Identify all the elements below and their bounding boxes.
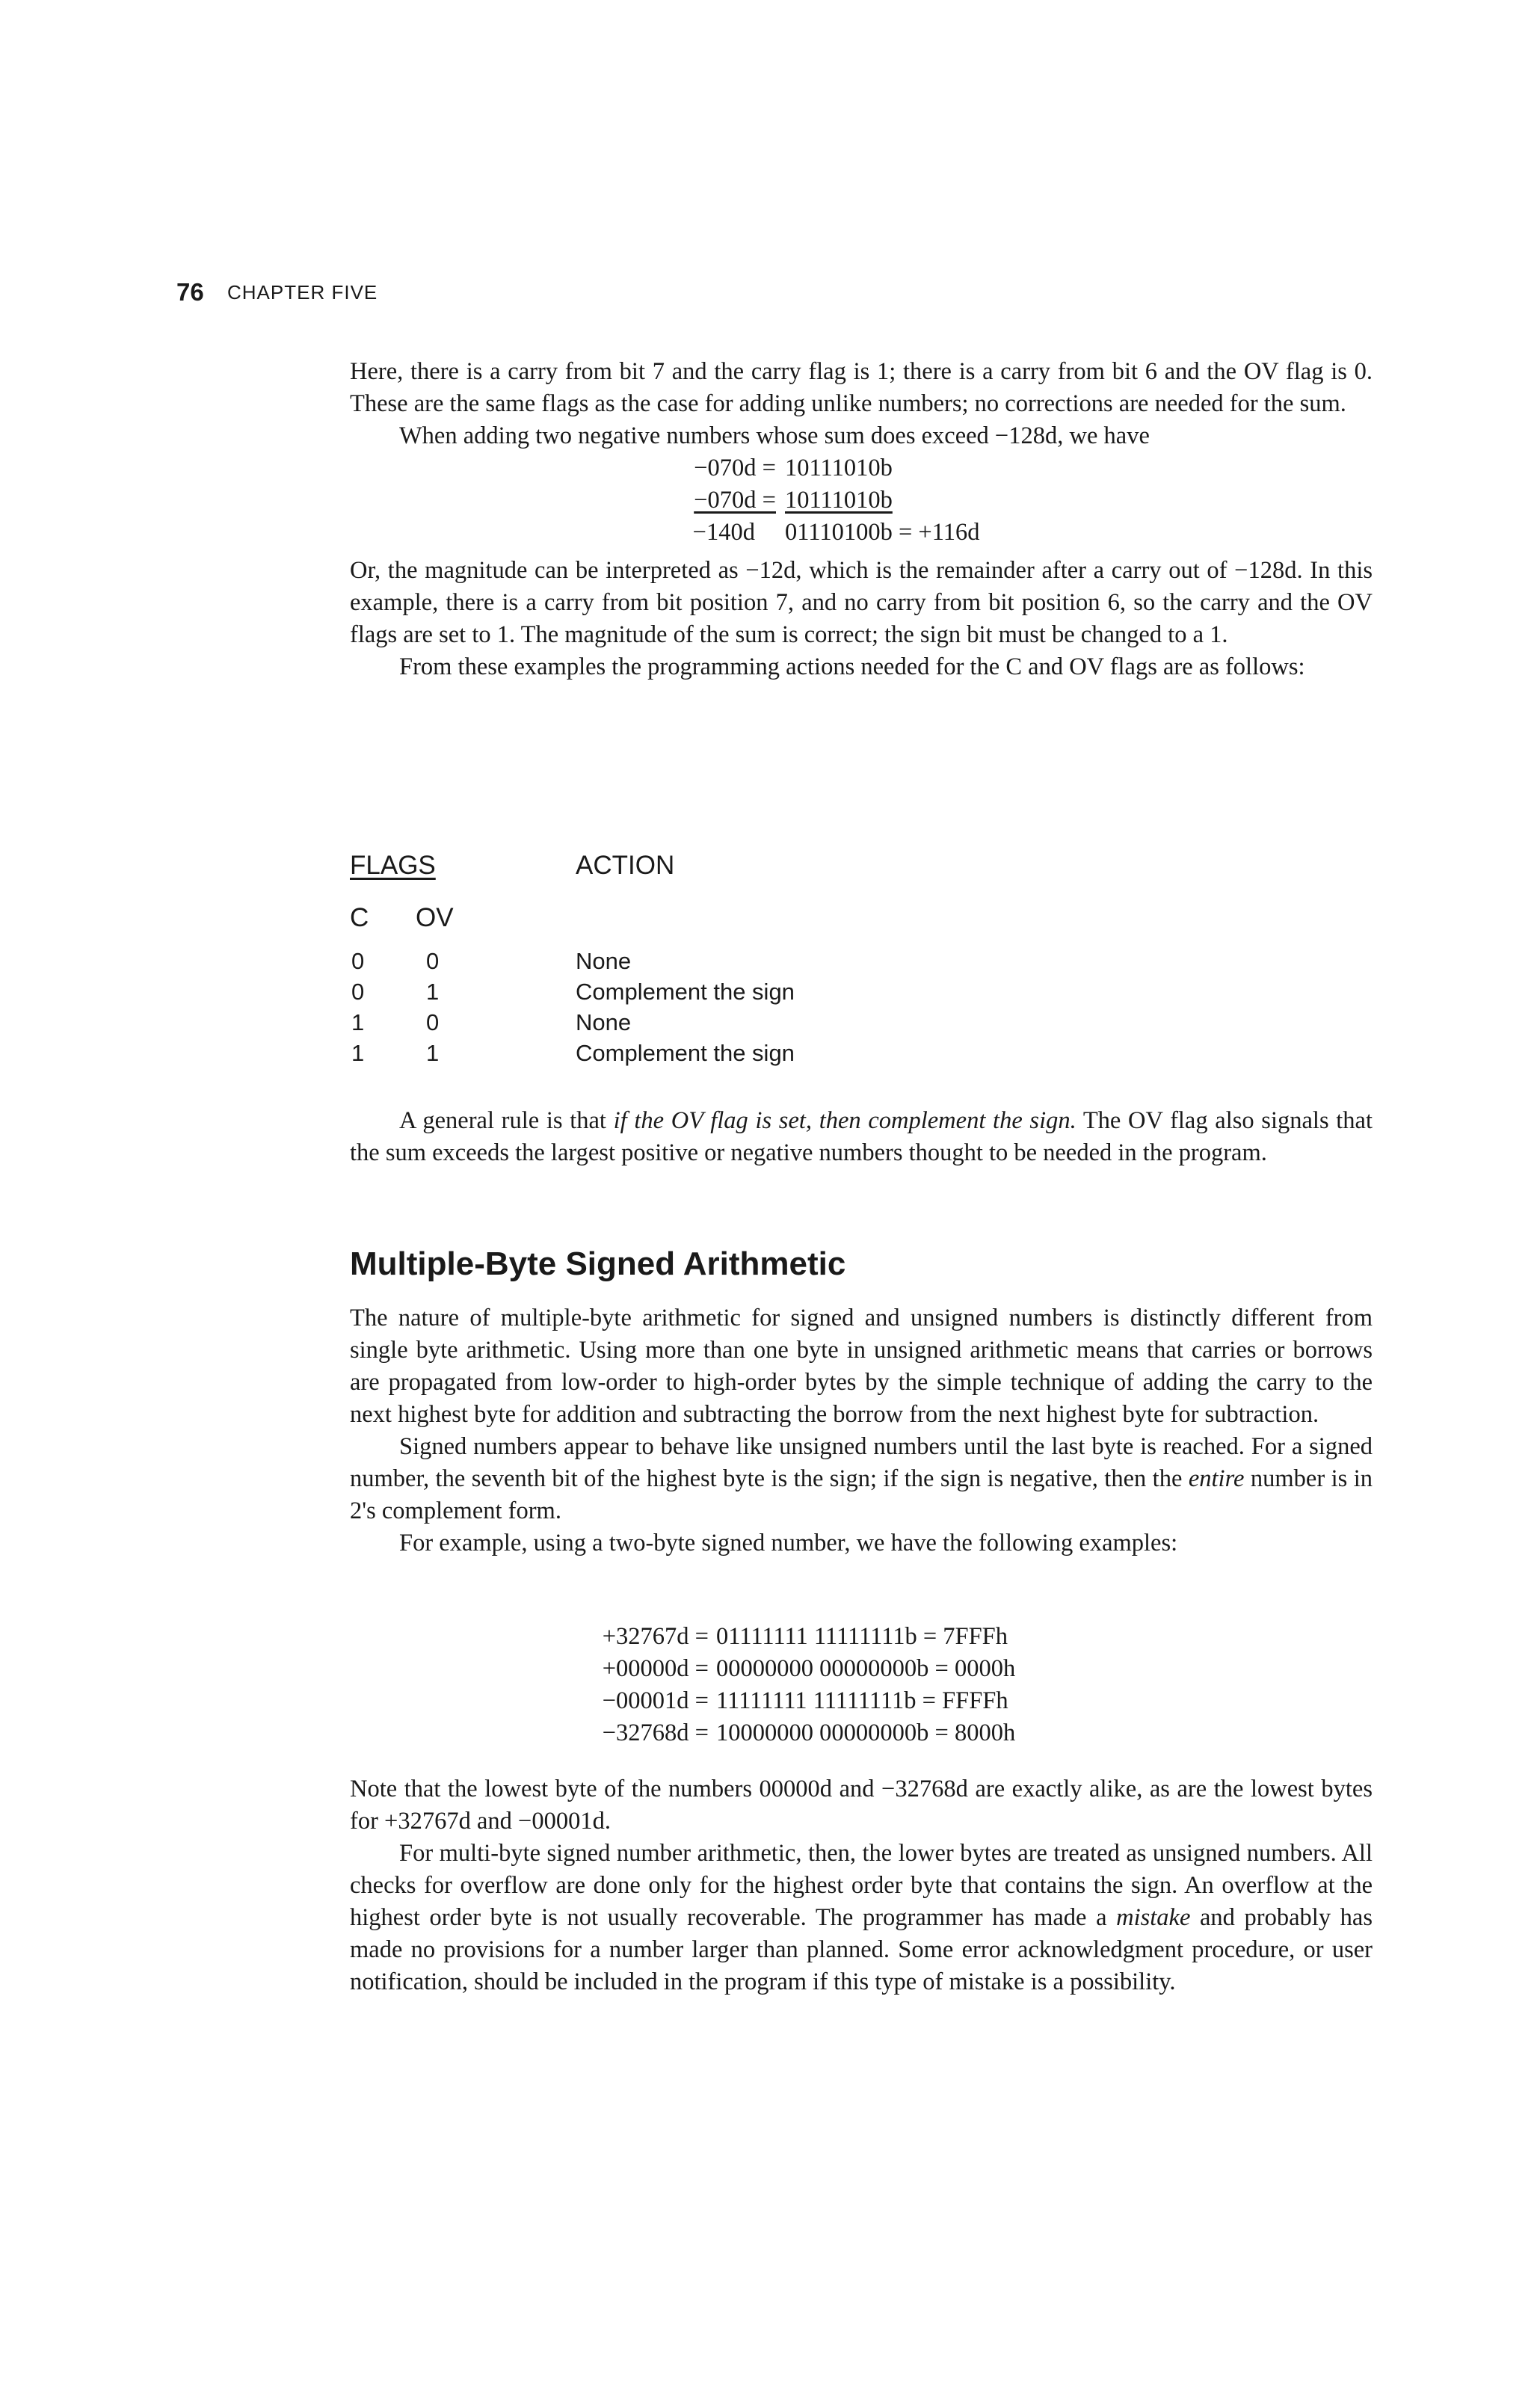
text-block-mid <box>350 555 1373 683</box>
text-run: For multi-byte signed number arithmetic, then, the lower bytes are treated as unsigned numbers. All checks for overflow are done only for the highest order byte that contains the sign. An overflow at the highest order byte is not usually recoverable. The programmer has made a <box>350 1840 1373 1931</box>
flag-c-value: 0 <box>351 979 365 1005</box>
calc-rhs: 11111111 11111111b = FFFFh <box>716 1687 1008 1714</box>
paragraph-programming-actions: From these examples the programming actions needed for the C and OV flags are as follows: <box>399 653 1305 680</box>
text-block-section <box>350 1302 1373 1559</box>
calc-row <box>613 517 1361 549</box>
paragraph-negative-sum-intro: When adding two negative numbers whose sum does exceed −128d, we have <box>399 422 1150 449</box>
text-run: A general rule is that <box>399 1107 614 1134</box>
calc-lhs: −070d = <box>694 455 776 481</box>
flag-c-value: 1 <box>351 1009 365 1035</box>
flag-action: Complement the sign <box>576 1040 795 1066</box>
flags-header: FLAGS <box>350 851 436 880</box>
calc-rhs: 00000000 00000000b = 0000h <box>716 1655 1016 1682</box>
flag-action: None <box>576 1009 632 1035</box>
ov-column-header: OV <box>416 903 454 932</box>
running-chapter-title: CHAPTER FIVE <box>227 281 378 304</box>
paragraph-overflow-checks <box>350 1838 1373 1998</box>
calc-rhs: 01110100b = +116d <box>785 519 980 546</box>
calc-row <box>493 1653 1316 1685</box>
calc-row <box>613 452 1361 484</box>
calc-lhs: −00001d = <box>602 1687 709 1714</box>
text-block-top <box>350 356 1373 452</box>
emphasized-rule: if the OV flag is set, then complement the sign. <box>613 1107 1076 1134</box>
paragraph-signed-behave <box>350 1431 1373 1527</box>
calc-lhs: −070d = <box>694 487 776 514</box>
emphasized-word: mistake <box>1116 1904 1191 1931</box>
paragraph-two-byte-intro: For example, using a two-byte signed number, we have the following examples: <box>399 1530 1178 1556</box>
calc-rhs: 10111010b <box>785 487 893 514</box>
calc-lhs: +00000d = <box>602 1655 709 1682</box>
flag-ov-value: 0 <box>426 1009 440 1035</box>
action-header: ACTION <box>576 851 675 880</box>
text-block-rule <box>350 1105 1373 1169</box>
paragraph-general-rule <box>350 1105 1373 1169</box>
text-run: Signed numbers appear to behave like unsigned numbers until the last byte is reached. For a signed number, the seventh bit of the highest byte is the sign; if the sign is negative, then the <box>350 1433 1373 1492</box>
flag-c-value: 1 <box>351 1040 365 1066</box>
text-run: number is in 2's complement form. <box>350 1465 1373 1524</box>
paragraph-carry-flags: Here, there is a carry from bit 7 and the carry flag is 1; there is a carry from bit 6 and the OV flag is 0. These are the same flags as the case for adding unlike numbers; no corrections are needed for the sum. <box>350 358 1373 417</box>
section-heading: Multiple-Byte Signed Arithmetic <box>350 1245 846 1282</box>
paragraph-magnitude: Or, the magnitude can be interpreted as −12d, which is the remainder after a carry out of −128d. In this example, there is a carry from bit position 7, and no carry from bit position 6, so the carry and the OV flags are set to 1. The magnitude of the sum is correct; the sign bit must be changed to a 1. <box>350 557 1373 648</box>
flag-ov-value: 1 <box>426 1040 440 1066</box>
two-byte-examples <box>493 1621 1316 1749</box>
flag-action: None <box>576 948 632 974</box>
calc-row <box>493 1621 1316 1653</box>
calc-rhs: 01111111 11111111b = 7FFFh <box>716 1623 1008 1650</box>
emphasized-word: entire <box>1188 1465 1245 1492</box>
calc-rhs: 10111010b <box>785 455 893 481</box>
negative-addition-example <box>613 452 1361 549</box>
calc-lhs: −32768d = <box>602 1719 709 1746</box>
calc-rhs: 10000000 00000000b = 8000h <box>716 1719 1016 1746</box>
flag-ov-value: 1 <box>426 979 440 1005</box>
calc-lhs: +32767d = <box>602 1623 709 1650</box>
text-block-bottom <box>350 1773 1373 1998</box>
calc-row <box>493 1717 1316 1749</box>
text-run: The OV flag also signals that the sum exceeds the largest positive or negative numbers thought to be needed in the program. <box>350 1107 1373 1166</box>
paragraph-multibyte-nature: The nature of multiple-byte arithmetic for signed and unsigned numbers is distinctly different from single byte arithmetic. Using more than one byte in unsigned arithmetic means that carries or borrows are propagated from low-order to high-order bytes by the simple technique of adding the carry to the next highest byte for addition and subtracting the borrow from the next highest byte for subtraction. <box>350 1305 1373 1428</box>
calc-row <box>613 484 1361 517</box>
c-column-header: C <box>350 903 369 932</box>
calc-row <box>493 1685 1316 1717</box>
flag-action: Complement the sign <box>576 979 795 1005</box>
page-number: 76 <box>176 278 204 306</box>
flag-c-value: 0 <box>351 948 365 974</box>
calc-lhs: −140d <box>692 519 755 546</box>
text-run: and probably has made no provisions for a number larger than planned. Some error acknowledgment procedure, or user notification, should be included in the program if this type of mistake is a possibility. <box>350 1904 1373 1995</box>
paragraph-lowest-byte-note: Note that the lowest byte of the numbers 00000d and −32768d are exactly alike, as are the lowest bytes for +32767d and −00001d. <box>350 1776 1373 1835</box>
flag-ov-value: 0 <box>426 948 440 974</box>
